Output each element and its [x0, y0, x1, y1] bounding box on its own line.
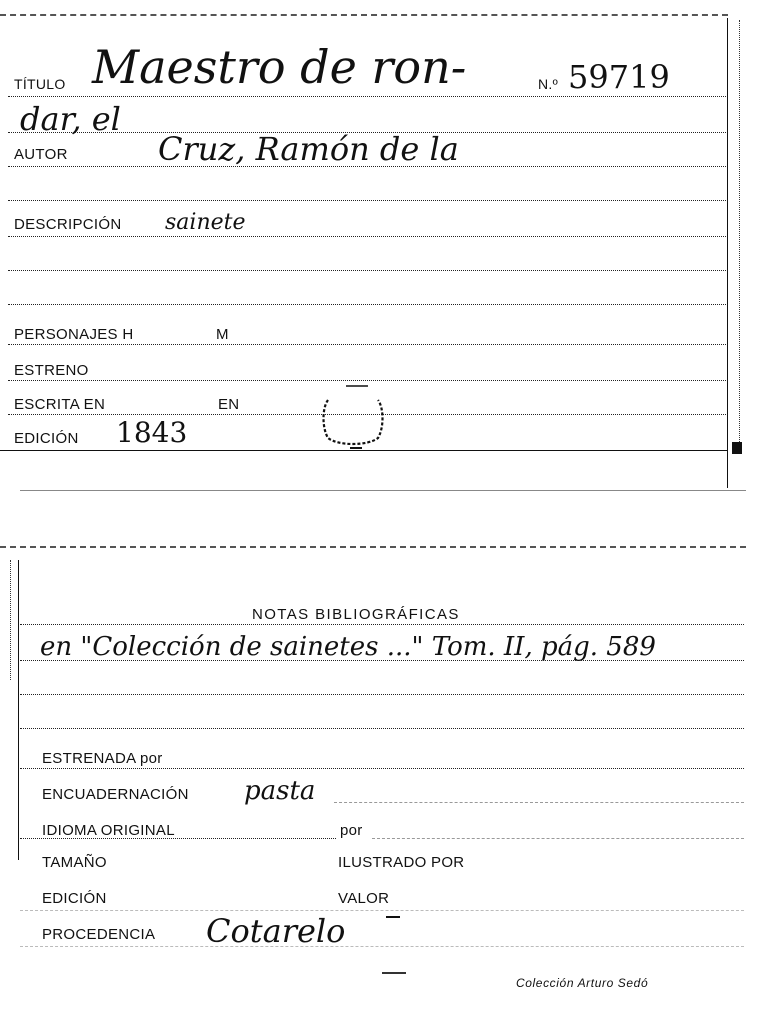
edicion-line	[0, 450, 728, 451]
titulo-value-line2: dar, el	[20, 100, 121, 138]
edicion-label: EDICIÓN	[14, 430, 79, 447]
encuadernacion-label: ENCUADERNACIÓN	[42, 786, 189, 803]
valor-label: VALOR	[338, 890, 390, 907]
notas-line	[20, 624, 744, 625]
notas-line3	[20, 694, 744, 695]
estreno-line	[8, 380, 726, 381]
autor-line	[8, 166, 726, 167]
idioma-line-right	[372, 838, 744, 839]
descripcion-value: sainete	[165, 210, 246, 235]
titulo-line	[8, 96, 726, 97]
estrenada-line	[20, 768, 744, 769]
personajes-label: PERSONAJES H	[14, 326, 134, 343]
numero-label: N.º	[538, 76, 559, 92]
collection-stamp: Colección Arturo Sedó	[516, 976, 649, 990]
idioma-label: IDIOMA ORIGINAL	[42, 822, 175, 839]
card-bottom-left-dots	[10, 560, 11, 680]
numero-value: 59719	[568, 58, 670, 96]
autor-value: Cruz, Ramón de la	[158, 130, 459, 168]
titulo-label: TÍTULO	[14, 76, 66, 92]
estrenada-label: ESTRENADA por	[42, 750, 163, 767]
notas-heading: NOTAS BIBLIOGRÁFICAS	[252, 606, 460, 623]
card-top-bottom-edge	[20, 490, 746, 491]
escrita-label: ESCRITA EN	[14, 396, 106, 413]
por-label: por	[340, 822, 363, 839]
encuadernacion-line	[334, 802, 744, 803]
edicion-bottom-line	[20, 910, 744, 911]
procedencia-dash	[386, 916, 400, 918]
card-top-edge	[0, 14, 728, 16]
notas-value: en "Colección de sainetes ..." Tom. II, pág. 589	[40, 632, 656, 662]
titulo-value-line1: Maestro de ron-	[92, 40, 467, 94]
procedencia-value: Cotarelo	[206, 912, 346, 950]
tab-corner	[732, 442, 742, 454]
autor-line2	[8, 200, 726, 201]
card-bottom-edge	[0, 546, 746, 548]
descripcion-line2	[8, 270, 726, 271]
tamano-label: TAMAÑO	[42, 854, 107, 871]
hole-punch-mark	[312, 384, 396, 454]
autor-label: AUTOR	[14, 146, 68, 163]
descripcion-label: DESCRIPCIÓN	[14, 216, 122, 233]
encuadernacion-value: pasta	[244, 776, 316, 806]
card-bottom-left-border	[18, 560, 19, 860]
estreno-label: ESTRENO	[14, 362, 89, 379]
procedencia-line	[20, 946, 744, 947]
ilustrado-label: ILUSTRADO POR	[338, 854, 465, 871]
descripcion-line3	[8, 304, 726, 305]
edicion-value: 1843	[116, 416, 188, 449]
notas-line4	[20, 728, 744, 729]
personajes-m-label: M	[216, 326, 229, 343]
idioma-line	[20, 838, 336, 839]
notas-line2	[20, 660, 744, 661]
card-top-right-dots	[739, 20, 740, 450]
card-top-right-border	[727, 18, 728, 488]
stamp-dash	[382, 972, 406, 974]
descripcion-line	[8, 236, 726, 237]
procedencia-label: PROCEDENCIA	[42, 926, 156, 943]
personajes-line	[8, 344, 726, 345]
edicion-bottom-label: EDICIÓN	[42, 890, 107, 907]
escrita-en-label: EN	[218, 396, 240, 413]
